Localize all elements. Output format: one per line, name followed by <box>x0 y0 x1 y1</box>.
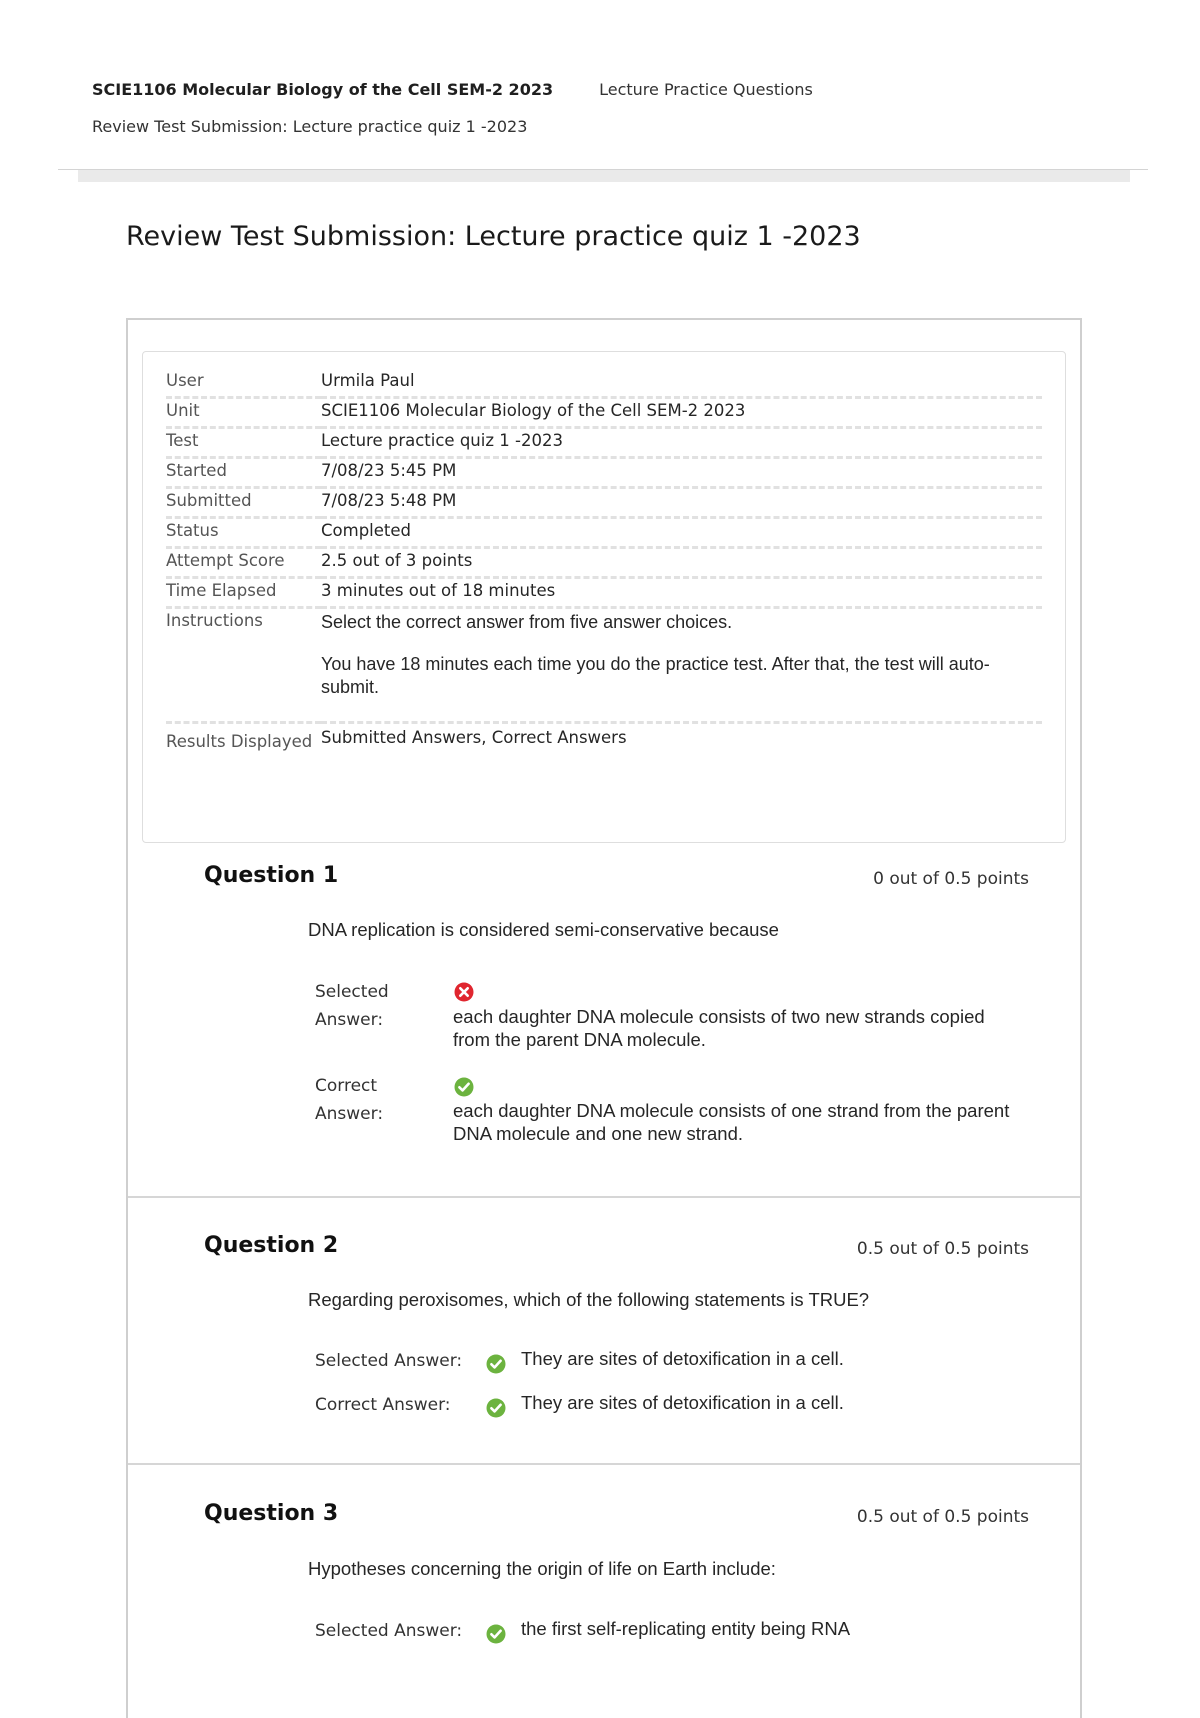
selected-answer-label: Selected Answer: <box>315 1621 463 1641</box>
summary-label: User <box>166 369 321 398</box>
check-icon <box>486 1398 506 1418</box>
summary-value: 2.5 out of 3 points <box>321 548 1042 578</box>
question-text: Regarding peroxisomes, which of the following statements is TRUE? <box>308 1289 870 1310</box>
check-icon <box>486 1624 506 1644</box>
summary-value <box>321 608 1042 723</box>
summary-label: Unit <box>166 398 321 428</box>
summary-row-test <box>166 428 1042 458</box>
summary-value: 7/08/23 5:45 PM <box>321 458 1042 488</box>
summary-label: Submitted <box>166 488 321 518</box>
page-header <box>92 80 1092 136</box>
summary-label: Attempt Score <box>166 548 321 578</box>
selected-answer-label: Selected Answer: <box>315 1351 463 1371</box>
summary-label: Started <box>166 458 321 488</box>
summary-value: SCIE1106 Molecular Biology of the Cell SEM-2 2023 <box>321 398 1042 428</box>
header-band <box>78 170 1130 182</box>
correct-answer-label: Correct Answer: <box>315 1395 451 1415</box>
question-divider <box>128 1463 1080 1465</box>
question-divider <box>128 1196 1080 1198</box>
selected-answer-text: the first self-replicating entity being RNA <box>521 1618 851 1639</box>
summary-row-status <box>166 518 1042 548</box>
summary-label: Results Displayed <box>166 732 313 751</box>
incorrect-icon <box>454 982 474 1002</box>
selected-answer-text: They are sites of detoxification in a cell. <box>521 1348 844 1369</box>
summary-label: Time Elapsed <box>166 578 321 608</box>
course-title-link[interactable]: SCIE1106 Molecular Biology of the Cell SEM-2 2023 <box>92 80 554 99</box>
summary-row-instructions <box>166 608 1042 723</box>
summary-label: Status <box>166 518 321 548</box>
correct-answer-text: They are sites of detoxification in a cell. <box>521 1392 844 1413</box>
summary-row-time-elapsed <box>166 578 1042 608</box>
summary-value: 3 minutes out of 18 minutes <box>321 578 1042 608</box>
section-link[interactable]: Lecture Practice Questions <box>599 80 813 99</box>
question-score: 0 out of 0.5 points <box>873 869 1029 889</box>
question-score: 0.5 out of 0.5 points <box>856 1239 1029 1259</box>
question-text: Hypotheses concerning the origin of life on Earth include: <box>308 1558 776 1579</box>
question-title: Question 1 <box>204 863 339 888</box>
summary-row-results-displayed <box>166 723 1042 763</box>
page-title: Review Test Submission: Lecture practice quiz 1 -2023 <box>126 221 861 252</box>
question-title: Question 3 <box>204 1501 339 1526</box>
selected-answer-text: each daughter DNA molecule consists of two new strands copied from the parent DNA molecule. <box>453 1006 985 1050</box>
correct-answer-label: Correct Answer: <box>315 1076 384 1124</box>
check-icon <box>454 1077 474 1097</box>
summary-value: Completed <box>321 518 1042 548</box>
summary-row-submitted <box>166 488 1042 518</box>
summary-row-user <box>166 369 1042 398</box>
summary-value: Submitted Answers, Correct Answers <box>321 728 627 747</box>
correct-answer-text: each daughter DNA molecule consists of one strand from the parent DNA molecule and one new strand. <box>453 1100 1010 1144</box>
summary-row-unit <box>166 398 1042 428</box>
summary-value: 7/08/23 5:48 PM <box>321 488 1042 518</box>
summary-row-started <box>166 458 1042 488</box>
summary-value: Lecture practice quiz 1 -2023 <box>321 428 1042 458</box>
summary-label: Test <box>166 428 321 458</box>
instructions-line: You have 18 minutes each time you do the practice test. After that, the test will auto-submit. <box>321 654 990 697</box>
question-title: Question 2 <box>204 1233 339 1258</box>
check-icon <box>486 1354 506 1374</box>
summary-label: Instructions <box>166 608 321 723</box>
breadcrumb: Review Test Submission: Lecture practice quiz 1 -2023 <box>92 117 528 136</box>
question-text: DNA replication is considered semi-conservative because <box>308 919 779 940</box>
question-score: 0.5 out of 0.5 points <box>856 1507 1029 1527</box>
summary-table <box>166 369 1042 762</box>
summary-value: Urmila Paul <box>321 369 1042 398</box>
instructions-line: Select the correct answer from five answer choices. <box>321 612 733 632</box>
selected-answer-label: Selected Answer: <box>315 982 389 1030</box>
summary-row-attempt-score <box>166 548 1042 578</box>
